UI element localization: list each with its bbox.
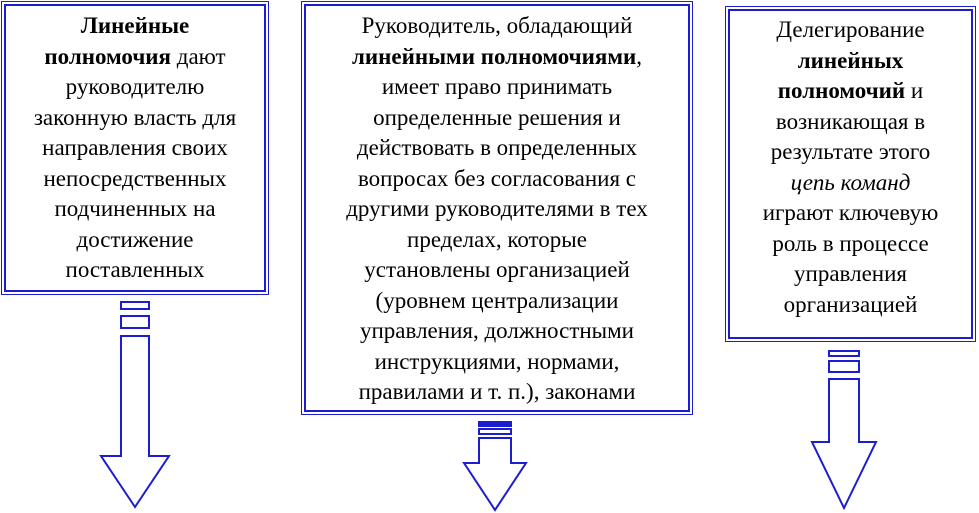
text-line bbox=[314, 377, 680, 408]
text-line bbox=[12, 255, 258, 286]
text-segment: и bbox=[905, 78, 924, 103]
text-segment: действовать в определенных bbox=[356, 135, 638, 160]
text-segment: другими руководителями в тех bbox=[346, 196, 648, 221]
text-line bbox=[12, 42, 258, 73]
text-line bbox=[736, 137, 965, 168]
text-line bbox=[736, 290, 965, 321]
text-line bbox=[736, 259, 965, 290]
text-line bbox=[314, 347, 680, 378]
text-line bbox=[12, 194, 258, 225]
text-line bbox=[736, 168, 965, 199]
text-segment: Делегирование bbox=[776, 17, 925, 42]
text-segment: Руководитель, обладающий bbox=[361, 13, 633, 38]
text-segment: поставленных bbox=[65, 257, 205, 282]
text-segment: руководителю bbox=[65, 74, 205, 99]
text-line bbox=[314, 11, 680, 42]
text-line bbox=[736, 46, 965, 77]
text-segment: подчиненных на bbox=[54, 196, 216, 221]
text-segment: (уровнем централизации bbox=[375, 287, 619, 313]
text-segment: установлены организацией bbox=[364, 257, 630, 282]
bold-text: линейными полномочиями bbox=[351, 43, 637, 69]
text-line bbox=[736, 198, 965, 229]
text-line bbox=[314, 103, 680, 134]
text-line bbox=[314, 133, 680, 164]
text-line bbox=[12, 164, 258, 195]
text-block-linear-authority bbox=[4, 4, 266, 292]
text-segment: определенные решения и bbox=[373, 104, 621, 130]
text-line bbox=[12, 11, 258, 42]
down-arrow-1 bbox=[95, 298, 175, 510]
text-line bbox=[12, 72, 258, 103]
text-line bbox=[736, 229, 965, 260]
text-segment: правилами и т. п.), законами bbox=[358, 379, 636, 404]
text-segment: возникающая в bbox=[775, 108, 926, 134]
text-line bbox=[736, 107, 965, 138]
text-line bbox=[12, 133, 258, 164]
bold-text: линейных bbox=[797, 47, 904, 73]
text-line bbox=[12, 103, 258, 134]
bold-text: полномочий bbox=[777, 78, 906, 103]
text-line bbox=[736, 15, 965, 46]
bold-text: полномочия bbox=[44, 43, 171, 69]
text-line bbox=[12, 225, 258, 256]
text-segment: управления, должностными bbox=[360, 318, 634, 343]
text-line bbox=[314, 225, 680, 256]
text-segment: достижение bbox=[76, 226, 194, 252]
text-segment: направления своих bbox=[42, 135, 228, 160]
bold-text: Линейные bbox=[80, 13, 190, 38]
text-segment: имеет право принимать bbox=[381, 74, 613, 99]
text-segment: роль в процессе bbox=[772, 230, 929, 256]
text-segment: непосредственных bbox=[43, 165, 227, 191]
down-arrow-2 bbox=[460, 420, 530, 512]
text-line bbox=[736, 76, 965, 107]
text-line bbox=[314, 255, 680, 286]
text-line bbox=[314, 42, 680, 73]
text-segment: вопросах без согласования с bbox=[357, 165, 637, 191]
text-line bbox=[314, 194, 680, 225]
text-segment: организацией bbox=[783, 291, 918, 317]
text-segment: управления bbox=[794, 261, 907, 286]
text-segment: инструкциями, нормами, bbox=[374, 348, 620, 374]
text-segment: играют ключевую bbox=[762, 200, 939, 225]
text-segment: пределах, которые bbox=[407, 226, 587, 252]
text-segment: законную власть для bbox=[33, 104, 237, 130]
text-line bbox=[314, 72, 680, 103]
text-line bbox=[314, 286, 680, 317]
text-block-delegation bbox=[728, 9, 973, 339]
text-line bbox=[314, 164, 680, 195]
text-segment: результате этого bbox=[770, 139, 931, 164]
italic-text: цепь команд bbox=[790, 169, 911, 195]
text-line bbox=[314, 316, 680, 347]
text-segment: дают bbox=[171, 43, 226, 69]
text-block-manager-rights bbox=[304, 4, 690, 412]
down-arrow-3 bbox=[810, 348, 880, 511]
text-segment: , bbox=[636, 43, 642, 69]
